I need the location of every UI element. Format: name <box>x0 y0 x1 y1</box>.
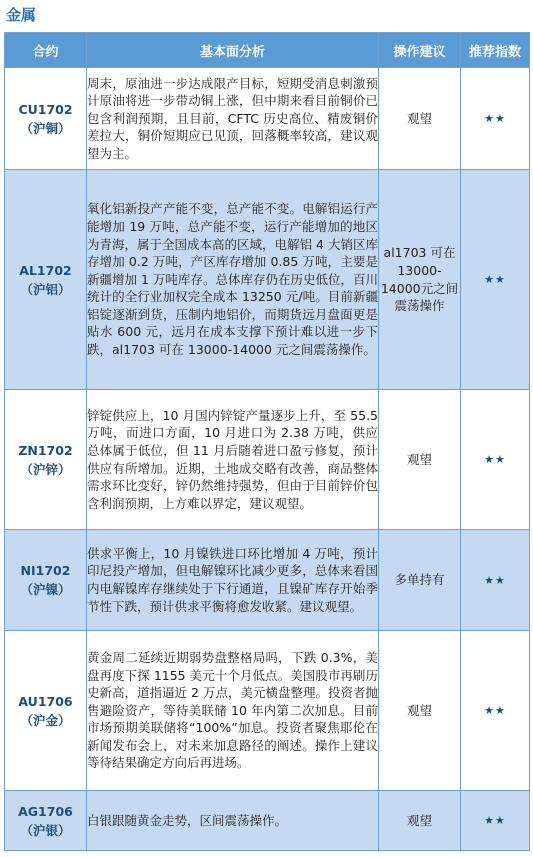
header-advice: 操作建议 <box>379 33 461 68</box>
contract-name: （沪锌） <box>20 461 71 477</box>
analysis-cell: 锌锭供应上，10 月国内锌锭产量逐步上升，至 55.5 万吨，而进口方面，10 月进口为 2.38 万吨，供应总体属于低位，但 11 月后随着进口盈亏修复，预计供应有所增加。近期，土地成交略有改善，商品整体需求环比变好，锌仍然维持强势，但由于目前锌价包含利润预期，上方难以界定，建议观望。 <box>87 390 379 530</box>
rating-stars: ★★ <box>461 791 530 851</box>
contract-name: （沪银） <box>20 822 71 838</box>
contract-name: （沪镍） <box>20 582 71 597</box>
advice-cell: 观望 <box>379 68 461 170</box>
rating-stars: ★★ <box>461 530 530 631</box>
contract-cell <box>5 631 87 791</box>
analysis-cell: 白银跟随黄金走势，区间震荡操作。 <box>87 791 379 851</box>
contract-code: NI1702 <box>20 563 71 578</box>
analysis-cell: 供求平衡上，10 月镍铁进口环比增加 4 万吨，预计印尼投产增加，但电解镍环比减少更多，总体来看国内电解镍库存继续处于下行通道，且镍矿库存开始季节性下跌，预计供求平衡将愈发收紧。建议观望。 <box>87 530 379 631</box>
contract-code: ZN1702 <box>18 442 73 458</box>
advice-cell: al1703 可在 13000-14000元之间震荡操作 <box>379 170 461 390</box>
rating-stars: ★★ <box>461 170 530 390</box>
header-contract: 合约 <box>5 33 87 68</box>
section-title: 金属 <box>6 6 37 24</box>
advice-cell: 观望 <box>379 631 461 791</box>
advice-cell: 观望 <box>379 791 461 851</box>
analysis-cell: 氧化铝新投产产能不变，总产能不变。电解铝运行产能增加 19 万吨，总产能不变，运行产能增加的地区为青海，属于全国成本高的区域，电解铝 4 大销区库存增加 0.2 万吨，产区库存增加 0.85 万吨，主要是新疆增加 1 万吨库存。总体库存仍在历史低位，百川统计的全行业加权完全成本 13250 元/吨。目前新疆铝锭逐渐到货，压制内地铝价，而期货远月盘面更是贴水 600 元，远月在成本支撑下预计难以进一步下跌，al1703 可在 13000-14000 元之间震荡操作。 <box>87 170 379 390</box>
metals-table <box>4 32 530 851</box>
header-analysis: 基本面分析 <box>87 33 379 68</box>
contract-name: （沪金） <box>20 712 71 728</box>
header-row <box>5 33 530 68</box>
contract-cell <box>5 791 87 851</box>
rating-stars: ★★ <box>461 390 530 530</box>
rating-stars: ★★ <box>461 68 530 170</box>
contract-cell <box>5 530 87 631</box>
contract-cell <box>5 170 87 390</box>
contract-code: AG1706 <box>18 803 73 819</box>
contract-name: （沪铝） <box>20 281 71 297</box>
contract-name: （沪铜） <box>20 120 71 136</box>
table-row <box>5 170 530 390</box>
advice-cell: 观望 <box>379 390 461 530</box>
table-row <box>5 530 530 631</box>
table-row <box>5 68 530 170</box>
advice-cell: 多单持有 <box>379 530 461 631</box>
table-row <box>5 791 530 851</box>
header-rating: 推荐指数 <box>461 33 530 68</box>
analysis-cell: 周末，原油进一步达成限产目标，短期受消息刺激预计原油将进一步带动铜上涨，但中期来看目前铜价已包含利润预期，且目前，CFTC 历史高位、精废铜价差拉大，铜价短期应已见顶，回落概率较高，建议观望为主。 <box>87 68 379 170</box>
table-row <box>5 631 530 791</box>
contract-code: AL1702 <box>19 262 72 278</box>
contract-cell <box>5 390 87 530</box>
contract-cell <box>5 68 87 170</box>
contract-code: AU1706 <box>18 693 73 709</box>
contract-code: CU1702 <box>18 101 73 117</box>
rating-stars: ★★ <box>461 631 530 791</box>
analysis-cell: 黄金周二延续近期弱势盘整格局吗，下跌 0.3%，美盘再度下探 1155 美元十个月低点。美国股市再刷历史新高，道指逼近 2 万点，美元横盘整理。投资者抛售避险资产，等待美联储 10 年内第二次加息。目前市场预期美联储将“100%”加息。投资者聚焦耶伦在新闻发布会上，对未来加息路径的阐述。操作上建议等待结果确定方向后再进场。 <box>87 631 379 791</box>
table-row <box>5 390 530 530</box>
